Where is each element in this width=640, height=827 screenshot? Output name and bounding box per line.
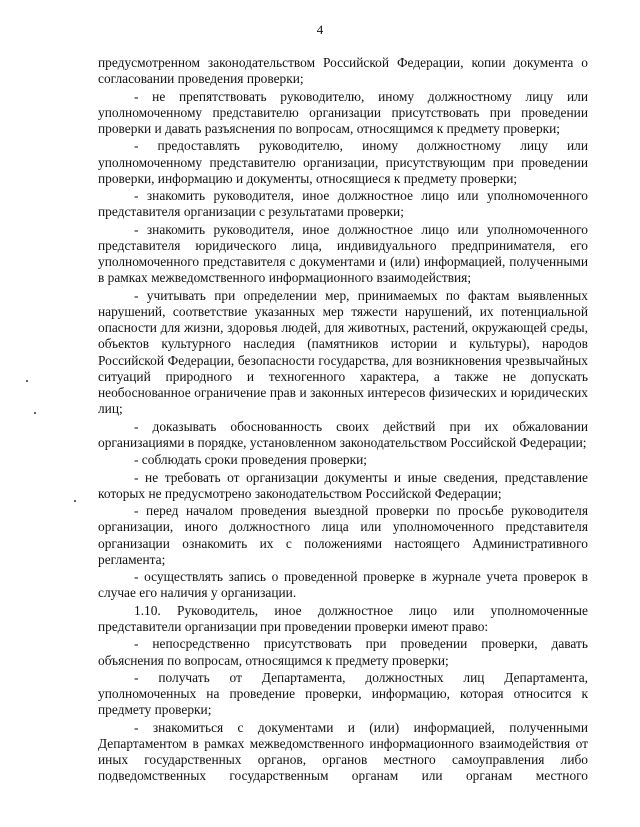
scan-speck (34, 412, 36, 414)
paragraph-item: - не препятствовать руководителю, иному должностному лицу или уполномоченному представителю организации присутствовать при проведении проверки и давать разъяснения по вопросам, относящимся к предмету проверки; (98, 88, 588, 136)
paragraph-item: - учитывать при определении мер, принимаемых по фактам выявленных нарушений, соответствие указанных мер тяжести нарушений, их потенциальной опасности для жизни, здоровья людей, для животных, растений, окружающей среды, объектов культурного наследия (памятников истории и культуры), народов Российской Федерации, безопасности государства, для возникновения чрезвычайных ситуаций природного и техногенного характера, а также не допускать необоснованное ограничение прав и законных интересов физических и юридических лиц; (98, 287, 588, 417)
paragraph-item: - соблюдать сроки проведения проверки; (134, 452, 367, 468)
paragraph-item: - непосредственно присутствовать при проведении проверки, давать объяснения по вопросам, относящимся к предмету проверки; (98, 636, 588, 668)
paragraph-item: - получать от Департамента, должностных лиц Департамента, уполномоченных на проведение проверки, информацию, которая относится к предмету проверки; (98, 669, 588, 718)
paragraph-item: - предоставлять руководителю, иному должностному лицу или уполномоченному представителю организации, присутствующим при проведении проверки, информацию и документы, относящиеся к предмету проверки; (98, 138, 588, 186)
paragraph-item: - перед началом проведения выездной проверки по просьбе руководителя организации, иного должностного лица или уполномоченного представителя организации ознакомить их с положениями настоящего Административного регламента; (98, 503, 588, 567)
paragraph-item: - знакомить руководителя, иное должностное лицо или уполномоченного представителя юридического лица, индивидуального предпринимателя, его уполномоченного представителя с документами и (или) информацией, полученными в рамках межведомственного информационного взаимодействия; (98, 221, 588, 286)
paragraph-item: - знакомить руководителя, иное должностное лицо или уполномоченного представителя организации с результатами проверки; (98, 188, 588, 220)
scan-speck (26, 380, 28, 382)
paragraph-item: - знакомиться с документами и (или) информацией, полученными Департаментом в рамках межведомственного информационного взаимодействия от иных государственных органов, органов местного самоуправления либо подведомственных государственным органам или органам местного (98, 719, 588, 784)
paragraph-section: 1.10. Руководитель, иное должностное лицо или уполномоченные представители организации при проведении проверки имеют право: (98, 602, 588, 634)
paragraph-item: - доказывать обоснованность своих действий при их обжаловании организациями в порядке, установленном законодательством Российской Федерации; (98, 418, 588, 450)
document-body (98, 55, 588, 786)
paragraph-item: - не требовать от организации документы и иные сведения, представление которых не предусмотрено законодательством Российской Федерации; (98, 469, 588, 501)
paragraph-continuation: предусмотренном законодательством Российской Федерации, копии документа о согласовании проведения проверки; (98, 55, 588, 87)
page-number: 4 (316, 22, 324, 37)
paragraph-item: - осуществлять запись о проведенной проверке в журнале учета проверок в случае его наличия у организации. (98, 569, 588, 601)
scan-speck (74, 500, 76, 502)
